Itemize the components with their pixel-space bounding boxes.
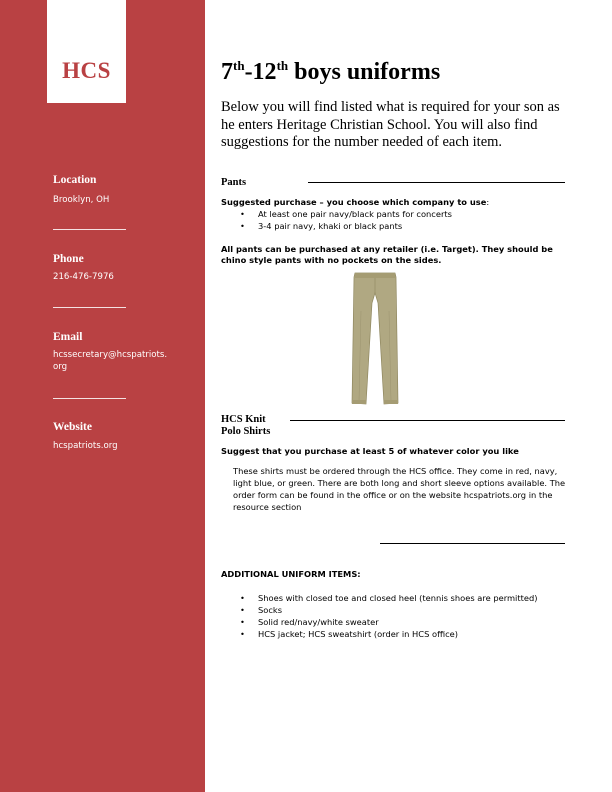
pants-cuff: [352, 400, 366, 404]
location-value: Brooklyn, OH: [53, 195, 110, 205]
title-part: 7: [221, 59, 233, 85]
sidebar: [0, 0, 205, 792]
khaki-chino-pants-image: [351, 271, 399, 405]
pants-list: [240, 208, 452, 232]
title-superscript: th: [276, 58, 289, 73]
additional-heading: ADDITIONAL UNIFORM ITEMS:: [221, 569, 361, 579]
location-label: Location: [53, 174, 97, 186]
phone-value: 216-476-7976: [53, 272, 114, 282]
pants-heading: Pants: [221, 177, 247, 188]
polo-heading: [221, 414, 270, 437]
title-part: -12: [244, 59, 277, 85]
phone-label: Phone: [53, 253, 84, 265]
list-item: • HCS jacket; HCS sweatshirt (order in HCS office): [240, 628, 537, 640]
list-item: • Shoes with closed toe and closed heel (tennis shoes are permitted): [240, 592, 537, 604]
list-item: • Solid red/navy/white sweater: [240, 616, 537, 628]
pants-suggested-purchase: [221, 197, 566, 208]
page-title: [221, 59, 440, 86]
section-rule: [290, 420, 565, 421]
title-superscript: th: [233, 58, 245, 73]
additional-list: [240, 592, 537, 640]
divider: [53, 307, 126, 308]
section-rule: [308, 182, 565, 183]
pants-cuff: [384, 400, 398, 404]
website-value[interactable]: hcspatriots.org: [53, 441, 118, 451]
divider: [53, 398, 126, 399]
pants-note: All pants can be purchased at any retailer (i.e. Target). They should be chino style pants with no pockets on the sides.: [221, 244, 553, 265]
divider: [53, 229, 126, 230]
email-value[interactable]: [53, 349, 173, 373]
website-label: Website: [53, 421, 92, 433]
email-label: Email: [53, 331, 83, 343]
polo-details: These shirts must be ordered through the HCS office. They come in red, navy, light blue, or green. There are both long and short sleeve options available. The order form can be found in the office or on the website hcspatriots.org in the resource section: [233, 466, 566, 512]
polo-suggestion: Suggest that you purchase at least 5 of whatever color you like: [221, 446, 519, 456]
suggested-colon: :: [486, 197, 490, 207]
polo-heading-line1: HCS Knit: [221, 414, 266, 425]
pants-waistband: [355, 273, 395, 278]
title-part: boys uniforms: [288, 59, 441, 85]
suggested-text: Suggested purchase – you choose which company to use: [221, 197, 487, 207]
list-item: • At least one pair navy/black pants for concerts: [240, 208, 452, 220]
intro-paragraph: Below you will find listed what is required for your son as he enters Heritage Christian School. You will also find suggestions for the number needed of each item.: [221, 99, 560, 150]
list-item: • Socks: [240, 604, 537, 616]
hcs-logo: HCS: [62, 58, 111, 83]
list-item: • 3-4 pair navy, khaki or black pants: [240, 220, 452, 232]
section-rule: [380, 543, 565, 544]
email-value-line1: hcssecretary@hcspatriots.: [53, 350, 168, 360]
email-value-line2: org: [53, 362, 68, 372]
logo-box: [47, 0, 126, 103]
polo-heading-line2: Polo Shirts: [221, 425, 271, 437]
